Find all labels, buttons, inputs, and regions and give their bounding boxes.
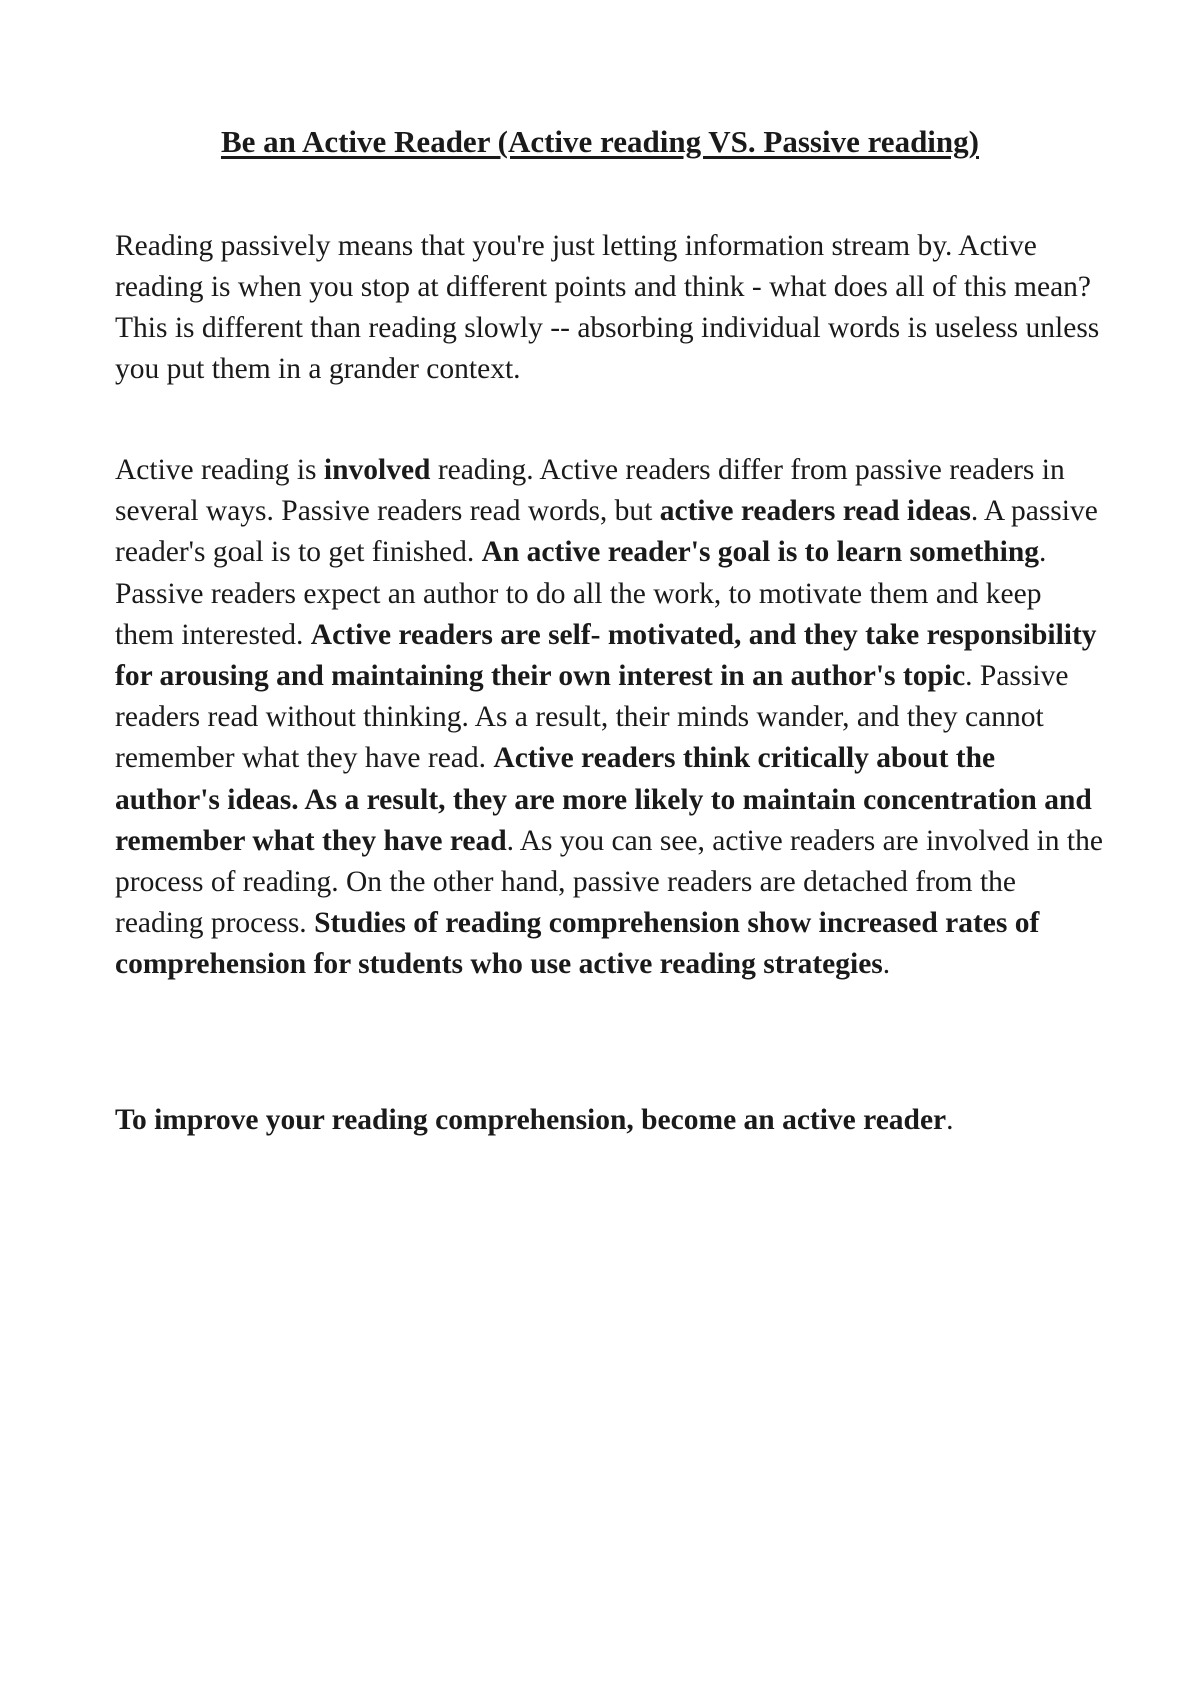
bold-text-run: Active readers think critically about the author's ideas. As a result, they are more likely to maintain concentration and remember what they have read bbox=[115, 742, 1092, 857]
bold-text-run: Active readers are self- motivated, and they take responsibility for arousing and maintaining their own interest in an author's topic bbox=[115, 618, 1097, 693]
text-run: . bbox=[946, 1104, 954, 1136]
bold-text-run: active readers read ideas bbox=[659, 495, 971, 528]
text-run: . A passive reader's goal is to get finished. bbox=[115, 495, 1098, 569]
paragraph-active-reading-involved bbox=[115, 450, 1105, 986]
bold-text-run: involved bbox=[323, 454, 431, 486]
text-run: reading. Active readers differ from passive readers in several ways. Passive readers read words, but bbox=[115, 454, 1065, 528]
text-run: . Passive readers read without thinking. As a result, their minds wander, and they cannot remember what they have read. bbox=[115, 660, 1069, 775]
text-run: . Passive readers expect an author to do all the work, to motivate them and keep them interested. bbox=[115, 536, 1047, 651]
bold-text-run: Studies of reading comprehension show increased rates of comprehension for students who use active reading strategies bbox=[115, 907, 1040, 981]
paragraph-conclusion bbox=[115, 1093, 1105, 1147]
bold-text-run: An active reader's goal is to learn something bbox=[481, 536, 1040, 569]
text-run: . bbox=[882, 948, 891, 981]
text-run: . As you can see, active readers are involved in the process of reading. On the other hand, passive readers are detached from the reading process. bbox=[115, 824, 1103, 940]
text-run: Active reading is bbox=[115, 454, 324, 486]
bold-text-run: To improve your reading comprehension, become an active reader bbox=[115, 1104, 947, 1136]
document-title: Be an Active Reader (Active reading VS. Passive reading) bbox=[220, 124, 979, 159]
paragraph-passive-vs-active: Reading passively means that you're just letting information stream by. Active reading is when you stop at different points and think - what does all of this mean? This is different than reading slowly -- absorbing individual words is useless unless you put them in a grander context. bbox=[115, 230, 1100, 385]
